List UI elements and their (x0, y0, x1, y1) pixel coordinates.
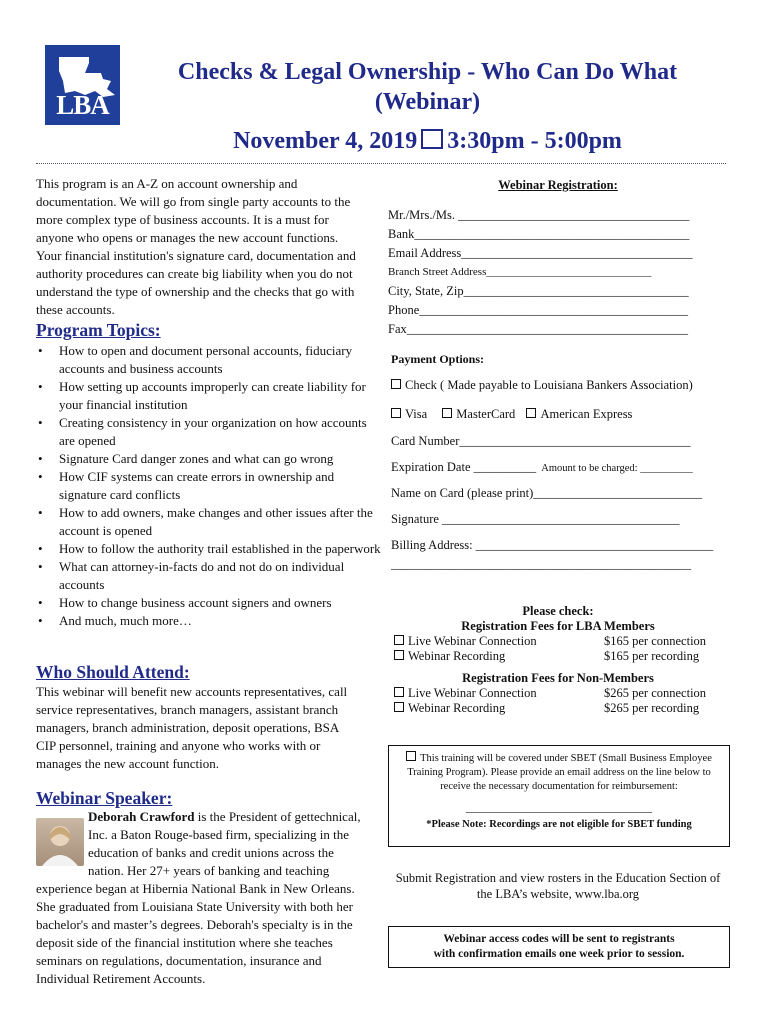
text-line: bachelor's and master’s degrees. Deborah's specialty is in the (36, 917, 353, 932)
who-should-attend-text (36, 683, 381, 773)
fee-option-row[interactable] (394, 634, 724, 649)
checkbox-icon[interactable] (394, 650, 404, 660)
text-line: manages the new account function. (36, 756, 220, 771)
list-item: • What can attorney-in-facts do and not do on individual accounts (36, 558, 381, 594)
bank-field[interactable]: Bank____________________________________________ (388, 227, 690, 241)
amex-checkbox[interactable] (526, 408, 536, 418)
fee-option-row[interactable] (394, 686, 724, 701)
program-topics-heading: Program Topics: (36, 320, 161, 340)
header-divider (36, 163, 726, 164)
street-address-field[interactable]: Branch Street Address______________________________ (388, 266, 652, 278)
intro-line: understand the type of ownership and the checks that go with (36, 284, 355, 299)
list-item: • How CIF systems can create errors in ownership and signature card conflicts (36, 468, 381, 504)
access-notice-box (388, 926, 730, 968)
text-line: service representatives, branch managers, assistant branch (36, 702, 339, 717)
check-option[interactable] (391, 376, 693, 395)
fee-price: $165 per recording (604, 649, 700, 663)
checkbox-icon[interactable] (394, 635, 404, 645)
list-item: • And much, much more… (36, 612, 381, 630)
fee-label: Webinar Recording (408, 649, 506, 663)
text-line: education of banks and credit unions across the (88, 845, 334, 860)
text-line: nation. Her 27+ years of banking and teaching (88, 863, 330, 878)
text-line: This webinar will benefit new accounts representatives, call (36, 684, 348, 699)
submit-info (388, 870, 728, 902)
sbet-note: *Please Note: Recordings are not eligible for SBET funding (426, 819, 692, 830)
nonmembers-fees-heading: Registration Fees for Non-Members (462, 671, 654, 685)
intro-line: more complex type of business accounts. It is a must for (36, 212, 329, 227)
checkbox-icon[interactable] (394, 702, 404, 712)
check-option-label: Check ( Made payable to Louisiana Bankers Association) (405, 378, 693, 392)
who-should-attend-heading: Who Should Attend: (36, 662, 190, 682)
list-item: • How to open and document personal accounts, fiduciary accounts and business accounts (36, 342, 381, 378)
text-line: Inc. a Baton Rouge-based firm, specializing in the (88, 827, 350, 842)
sbet-line: This training will be covered under SBET (Small Business Employee (420, 753, 712, 764)
title-line-1: Checks & Legal Ownership - Who Can Do What (177, 59, 678, 85)
signature-field[interactable]: Signature ______________________________________ (391, 512, 680, 526)
checkbox-icon[interactable] (391, 379, 401, 389)
access-line: Webinar access codes will be sent to registrants (443, 933, 675, 945)
access-line: with confirmation emails one week prior to session. (433, 948, 685, 960)
expiration-field[interactable]: Expiration Date __________ (391, 460, 537, 474)
intro-line: authority procedures can create big liability when you do not (36, 266, 353, 281)
list-item: • How to add owners, make changes and other issues after the account is opened (36, 504, 381, 540)
amex-label: American Express (540, 407, 633, 421)
please-check-label: Please check: (522, 604, 594, 618)
text-line: deposit side of the financial institution where she teaches (36, 935, 333, 950)
fee-label: Webinar Recording (408, 701, 506, 715)
text-line: managers, branch administration, deposit operations, BSA (36, 720, 340, 735)
intro-paragraph (36, 175, 381, 319)
text-line: seminars on regulations, documentation, insurance and (36, 953, 322, 968)
sbet-checkbox[interactable] (406, 751, 416, 761)
page-title (140, 57, 715, 117)
fee-label: Live Webinar Connection (408, 634, 537, 648)
fee-price: $265 per connection (604, 686, 707, 700)
sbet-email-field[interactable]: _______________________________ (466, 800, 652, 814)
name-on-card-field[interactable]: Name on Card (please print)___________________________ (391, 486, 703, 500)
registration-heading: Webinar Registration: (498, 178, 618, 192)
billing-address-line-2[interactable]: ________________________________________________ (391, 557, 691, 571)
speaker-bio-bottom (36, 880, 381, 988)
nonmembers-fees (394, 686, 724, 716)
intro-line: anyone who opens or manages the new account functions. (36, 230, 339, 245)
name-field[interactable]: Mr./Mrs./Ms. _____________________________________ (388, 208, 690, 222)
webinar-speaker-heading: Webinar Speaker: (36, 788, 173, 808)
text-line: is the President of gettechnical, (194, 809, 361, 824)
fees-header (388, 604, 728, 634)
event-time: 3:30pm - 5:00pm (447, 128, 622, 154)
intro-line: these accounts. (36, 302, 115, 317)
city-state-zip-field[interactable]: City, State, Zip____________________________________ (388, 284, 689, 298)
text-line: experience began at Hibernia National Bank in New Orleans. (36, 881, 355, 896)
mastercard-checkbox[interactable] (442, 408, 452, 418)
phone-field[interactable]: Phone___________________________________________ (388, 303, 688, 317)
card-options (391, 405, 632, 424)
sbet-box (388, 745, 730, 847)
logo-text: LBA (56, 90, 109, 120)
fee-option-row[interactable] (394, 701, 724, 716)
intro-line: documentation. We will go from single party accounts to the (36, 194, 351, 209)
sbet-line: Training Program). Please provide an email address on the line below to (407, 767, 711, 778)
text-line: She graduated from Louisiana State University with both her (36, 899, 353, 914)
payment-options-heading: Payment Options: (391, 352, 484, 366)
intro-line: This program is an A-Z on account ownership and (36, 176, 298, 191)
fee-option-row[interactable] (394, 649, 724, 664)
billing-address-field[interactable]: Billing Address: ______________________________________ (391, 538, 714, 552)
list-item: • How setting up accounts improperly can create liability for your financial institution (36, 378, 381, 414)
fax-field[interactable]: Fax_____________________________________________ (388, 322, 688, 336)
fee-label: Live Webinar Connection (408, 686, 537, 700)
sbet-line: receive the necessary documentation for reimbursement: (440, 781, 678, 792)
fee-price: $165 per connection (604, 634, 707, 648)
sbet-text (389, 746, 729, 832)
mastercard-label: MasterCard (456, 407, 516, 421)
submit-line: Submit Registration and view rosters in the Education Section of (395, 871, 721, 885)
list-item: • Signature Card danger zones and what can go wrong (36, 450, 381, 468)
members-fees (394, 634, 724, 664)
speaker-bio-top (88, 808, 383, 880)
expiration-row (391, 458, 693, 478)
text-line: CIP personnel, training and anyone who works with or (36, 738, 321, 753)
amount-field[interactable]: Amount to be charged: __________ (541, 463, 693, 474)
list-item: • How to change business account signers and owners (36, 594, 381, 612)
registration-form (388, 206, 728, 339)
title-line-2: (Webinar) (374, 89, 481, 115)
card-number-field[interactable]: Card Number_____________________________________ (391, 434, 691, 448)
event-date (140, 128, 715, 155)
submit-line: the LBA’s website, www.lba.org (476, 887, 640, 901)
program-topics-list (36, 342, 381, 630)
text-line: Individual Retirement Accounts. (36, 971, 206, 986)
list-item: • How to follow the authority trail established in the paperwork (36, 540, 381, 558)
members-fees-heading: Registration Fees for LBA Members (461, 619, 655, 633)
checkbox-icon[interactable] (394, 687, 404, 697)
access-notice (389, 927, 729, 962)
fee-price: $265 per recording (604, 701, 700, 715)
speaker-photo (36, 818, 84, 866)
visa-checkbox[interactable] (391, 408, 401, 418)
email-field[interactable]: Email Address_____________________________________ (388, 246, 693, 260)
lba-logo (45, 45, 120, 125)
intro-line: Your financial institution's signature card, documentation and (36, 248, 356, 263)
separator-box-icon (421, 129, 443, 149)
speaker-name: Deborah Crawford (88, 809, 195, 824)
event-day: November 4, 2019 (233, 128, 418, 154)
list-item: • Creating consistency in your organization on how accounts are opened (36, 414, 381, 450)
visa-label: Visa (405, 407, 428, 421)
